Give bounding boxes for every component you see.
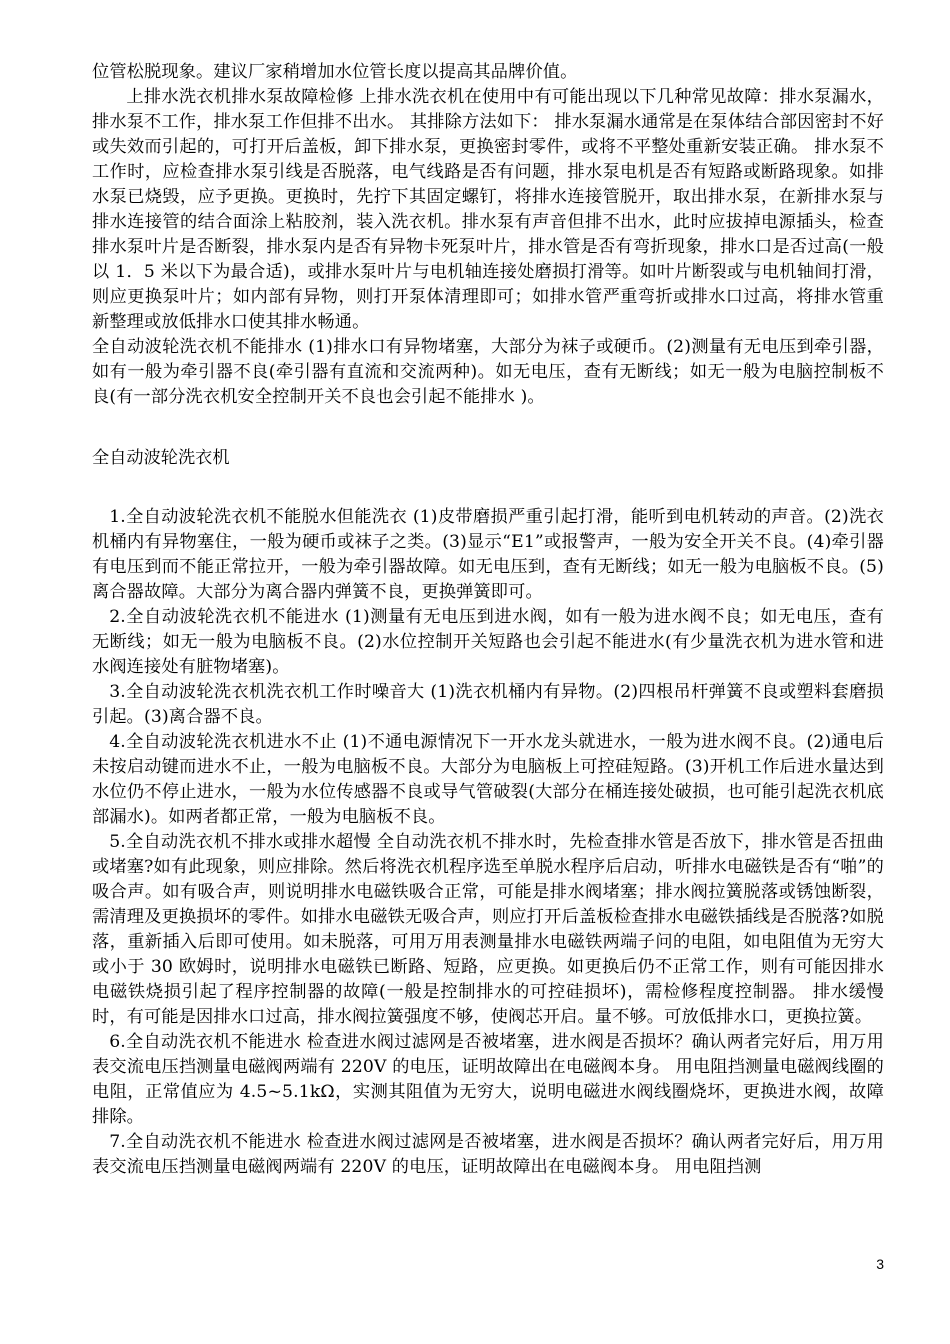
numbered-item-4: 4.全自动波轮洗衣机进水不止 (1)不通电源情况下一开水龙头就进水，一般为进水阀不良。(2)通电后未按启动键而进水不止，一般为电脑板不良。大部分为电脑板上可控硅短路。(3)开机工作后进水量达到水位仍不停止进水，一般为水位传感器不良或导气管破裂(大部分在桶连接处破损，也可能引起洗衣机底部漏水)。如两者都正常，一般为电脑板不良。 <box>92 732 884 827</box>
paragraph-continuation: 位管松脱现象。建议厂家稍增加水位管长度以提高其品牌价值。 <box>92 62 578 82</box>
numbered-item-7: 7.全自动洗衣机不能进水 检查进水阀过滤网是否被堵塞，进水阀是否损坏？确认两者完好后，用万用表交流电压挡测量电磁阀两端有 220V 的电压，证明故障出在电磁阀本身。 用电阻挡测 <box>92 1132 884 1177</box>
page-number: 3 <box>876 1256 884 1272</box>
numbered-item-1: 1.全自动波轮洗衣机不能脱水但能洗衣 (1)皮带磨损严重引起打滑，能听到电机转动的声音。(2)洗衣机桶内有异物塞住，一般为硬币或袜子之类。(3)显示“E1”或报警声，一般为安全开关不良。(4)牵引器有电压到而不能正常拉开，一般为牵引器故障。如无电压到，查有无断线；如无一般为电脑板不良。(5)离合器故障。大部分为离合器内弹簧不良，更换弹簧即可。 <box>92 507 884 602</box>
numbered-item-3: 3.全自动波轮洗衣机洗衣机工作时噪音大 (1)洗衣机桶内有异物。(2)四根吊杆弹簧不良或塑料套磨损引起。(3)离合器不良。 <box>92 682 884 727</box>
numbered-item-2: 2.全自动波轮洗衣机不能进水 (1)测量有无电压到进水阀，如有一般为进水阀不良；如无电压，查有无断线；如无一般为电脑板不良。(2)水位控制开关短路也会引起不能进水(有少量洗衣机为进水管和进水阀连接处有脏物堵塞)。 <box>92 607 884 677</box>
document-page <box>92 60 884 1180</box>
numbered-item-6: 6.全自动洗衣机不能进水 检查进水阀过滤网是否被堵塞，进水阀是否损坏？确认两者完好后，用万用表交流电压挡测量电磁阀两端有 220V 的电压，证明故障出在电磁阀本身。 用电阻挡测量电磁阀线圈的电阻，正常值应为 4.5~5.1kΩ，实测其阻值为无穷大，说明电磁进水阀线圈烧坏，更换进水阀，故障排除。 <box>92 1032 884 1127</box>
paragraph-drain-pump-repair: 上排水洗衣机排水泵故障检修 上排水洗衣机在使用中有可能出现以下几种常见故障：排水泵漏水，排水泵不工作，排水泵工作但排不出水。 其排除方法如下： 排水泵漏水通常是在泵体结合部因密封不好或失效而引起的，可打开后盖板，卸下排水泵，更换密封零件，或将不平整处重新安装正确。 排水泵不工作时，应检查排水泵引线是否脱落，电气线路是否有问题，排水泵电机是否有短路或断路现象。如排水泵已烧毁，应予更换。更换时，先拧下其固定螺钉，将排水连接管脱开，取出排水泵，在新排水泵与排水连接管的结合面涂上粘胶剂，装入洗衣机。排水泵有声音但排不出水，此时应拔掉电源插头，检查排水泵叶片是否断裂，排水泵内是否有异物卡死泵叶片，排水管是否有弯折现象，排水口是否过高(一般以 1．5 米以下为最合适)，或排水泵叶片与电机轴连接处磨损打滑等。如叶片断裂或与电机轴间打滑，则应更换泵叶片；如内部有异物，则打开泵体清理即可；如排水管严重弯折或排水口过高，将排水管重新整理或放低排水口使其排水畅通。 <box>92 87 884 332</box>
section-heading: 全自动波轮洗衣机 <box>92 448 230 468</box>
paragraph-cannot-drain: 全自动波轮洗衣机不能排水 (1)排水口有异物堵塞，大部分为袜子或硬币。(2)测量有无电压到牵引器，如有一般为牵引器不良(牵引器有直流和交流两种)。如无电压，查有无断线；如无一般为电脑控制板不良(有一部分洗衣机安全控制开关不良也会引起不能排水 )。 <box>92 337 884 407</box>
numbered-item-5: 5.全自动洗衣机不排水或排水超慢 全自动洗衣机不排水时，先检查排水管是否放下，排水管是否扭曲或堵塞?如有此现象，则应排除。然后将洗衣机程序选至单脱水程序后启动，听排水电磁铁是否有“啪”的吸合声。如有吸合声，则说明排水电磁铁吸合正常，可能是排水阀堵塞；排水阀拉簧脱落或锈蚀断裂，需清理及更换损坏的零件。如排水电磁铁无吸合声，则应打开后盖板检查排水电磁铁插线是否脱落?如脱落，重新插入后即可使用。如未脱落，可用万用表测量排水电磁铁两端子问的电阻，如电阻值为无穷大或小于 30 欧姆时，说明排水电磁铁已断路、短路，应更换。如更换后仍不正常工作，则有可能因排水电磁铁烧损引起了程序控制器的故障(一般是控制排水的可控硅损坏)，需检修程度控制器。 排水缓慢时，有可能是因排水口过高，排水阀拉簧强度不够，使阀芯开启。量不够。可放低排水口，更换拉簧。 <box>92 832 884 1027</box>
